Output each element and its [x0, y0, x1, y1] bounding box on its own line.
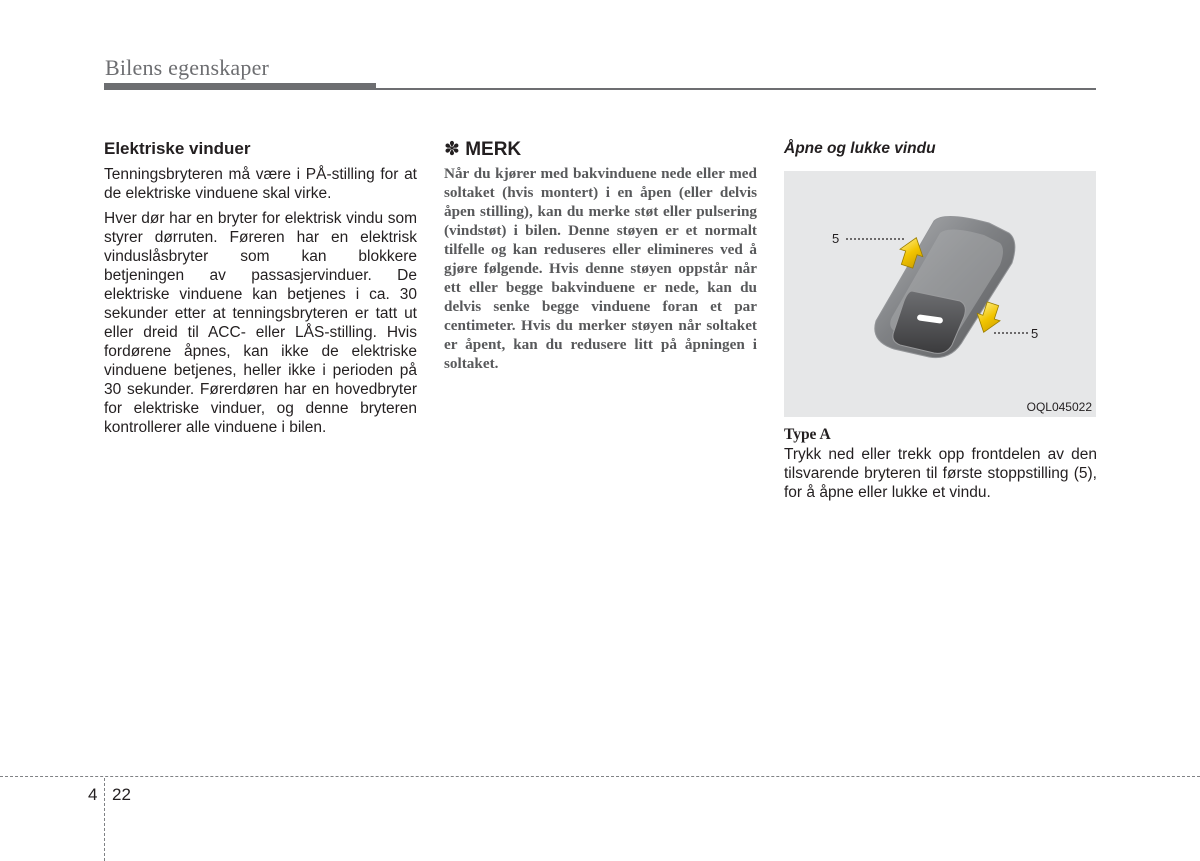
note-body: Når du kjører med bakvinduene nede eller med soltaket (hvis montert) i en åpen (eller delvis åpen stilling), kan du merke støt eller pulsering (vindstøt) i bilen. Denne støyen er et normalt tilfelle og kan reduseres eller elimineres ved å gjøre følgende. Hvis denne støyen oppstår når ett eller begge bakvinduene er nede, kan du delvis senke begge vinduene foran et par centimeter. Hvis du merker støyen når soltaket er åpent, kan du redusere litt på åpningen i soltaket.: [444, 165, 757, 372]
window-switch-illustration: [784, 171, 1096, 417]
header-rule: [376, 88, 1096, 90]
note-star-icon: ✽: [444, 139, 460, 160]
note-heading: [444, 139, 757, 161]
paragraph-ignition: Tenningsbryteren må være i PÅ-stilling for at de elektriske vinduene skal virke.: [104, 166, 417, 202]
header-accent-bar: [104, 83, 376, 90]
callout-label-bottom: 5: [1031, 326, 1039, 341]
page-number: 22: [112, 785, 131, 804]
footer-divider: [104, 778, 105, 861]
paragraph-switches: Hver dør har en bryter for elektrisk vindu som styrer dørruten. Føreren har en elektrisk vinduslåsbryter som kan blokkere betjeningen av passasjervinduer. De elektriske vinduene kan betjenes i ca. 30 sekunder etter at tenningsbryteren er tatt ut eller dreid til ACC- eller LÅS-stilling. Hvis fordørene åpnes, kan ikke de elektriske vinduene betjenes, heller ikke i perioden på 30 sekunder. Førerdøren har en hovedbryter for elektriske vinduer, og denne bryteren kontrollerer alle vinduene i bilen.: [104, 210, 417, 436]
subsection-heading: Åpne og lukke vindu: [784, 140, 936, 157]
section-heading: Elektriske vinduer: [104, 139, 251, 158]
column-open-close: [784, 139, 1097, 501]
window-switch-figure: [784, 171, 1096, 417]
footer-rule: [0, 776, 1200, 777]
type-description: Trykk ned eller trekk opp frontdelen av den tilsvarende bryteren til første stoppstilling (5), for å åpne eller lukke et vindu.: [784, 446, 1097, 501]
note-heading-label: MERK: [465, 139, 522, 160]
column-note: [444, 139, 757, 373]
running-header: Bilens egenskaper: [105, 55, 270, 80]
column-electric-windows: [104, 139, 417, 443]
figure-code: OQL045022: [1026, 400, 1092, 414]
chapter-number: 4: [88, 785, 98, 804]
type-label: Type A: [784, 426, 831, 443]
callout-label-top: 5: [832, 231, 840, 246]
